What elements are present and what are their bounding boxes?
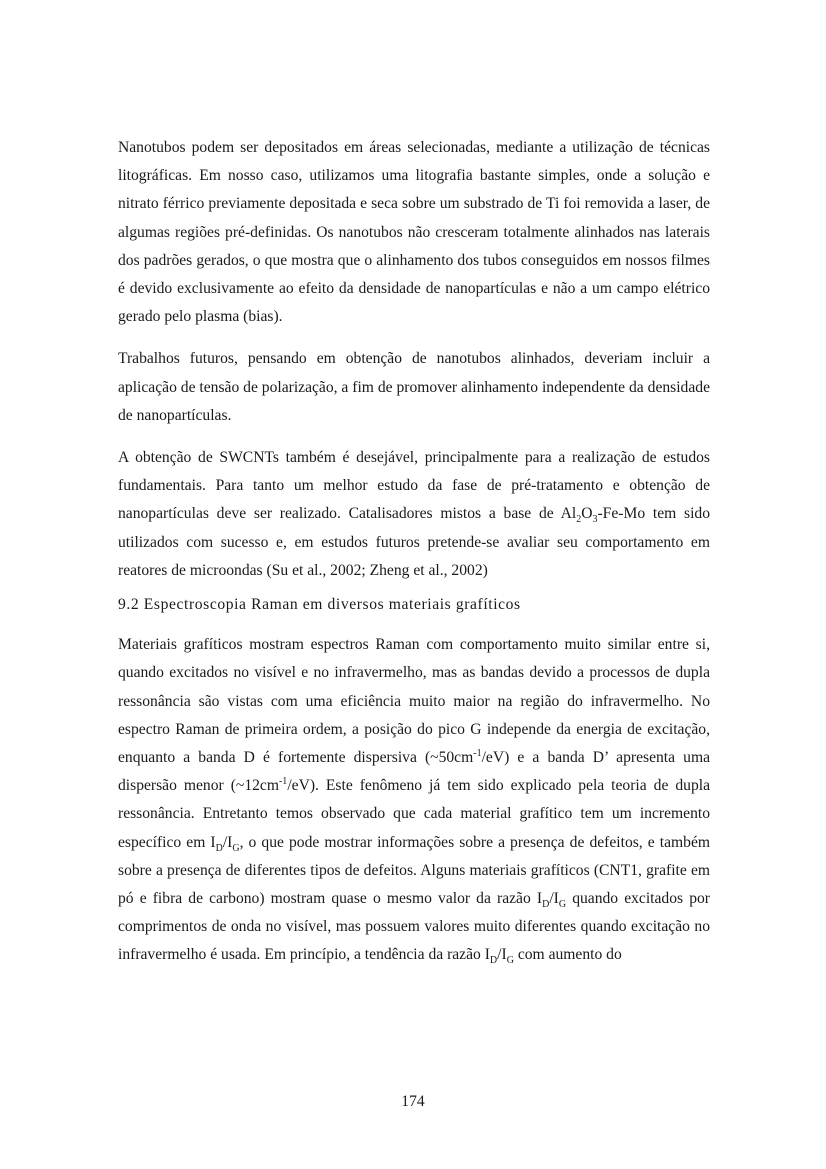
- page-content: [118, 134, 710, 970]
- text-span: /eV) e a banda D’ apresenta uma dispersão menor (~12cm: [118, 749, 710, 795]
- text-span: /I: [549, 890, 559, 908]
- subscript: 3: [592, 514, 598, 526]
- subscript: 2: [576, 514, 582, 526]
- subscript: D: [215, 842, 223, 854]
- subscript: G: [232, 842, 240, 854]
- superscript: -1: [473, 747, 482, 759]
- section-heading: 9.2 Espectroscopia Raman em diversos materiais grafíticos: [118, 596, 521, 614]
- text-span: A obtenção de SWCNTs também é desejável, principalmente para a realização de estudos fundamentais. Para tanto um melhor estudo da fase de pré-tratamento e obtenção de nanopartículas deve ser realizado. Catalisadores mistos a base de Al: [118, 449, 710, 523]
- text-span: com aumento do: [513, 946, 622, 964]
- subscript: G: [558, 899, 567, 911]
- text-span: /eV). Este fenômeno já tem sido explicado pela teoria de dupla ressonância. Entretanto temos observado que cada material grafítico tem um incremento específico em I: [118, 777, 710, 851]
- superscript: -1: [278, 776, 288, 788]
- paragraph-swcnt: [118, 444, 710, 585]
- text-span: O: [581, 505, 593, 523]
- text-span: , o que pode mostrar informações sobre a presença de defeitos, e também sobre a presença de diferentes tipos de defeitos. Alguns materiais grafíticos (CNT1, grafite em pó e fibra de carbono) mostram quase o mesmo valor da razão I: [118, 833, 710, 908]
- text-span: /I: [222, 833, 233, 851]
- subscript: G: [506, 955, 514, 967]
- page-number: 174: [401, 1093, 425, 1110]
- subscript: D: [542, 899, 550, 911]
- paragraph-raman: [118, 631, 710, 969]
- text-span: quando excitados por comprimentos de onda no visível, mas possuem valores muito diferentes quando excitação no infravermelho é usada. Em princípio, a tendência da razão I: [118, 890, 710, 964]
- paragraph-lithography: Nanotubos podem ser depositados em áreas selecionadas, mediante a utilização de técnicas litográficas. Em nosso caso, utilizamos uma litografia bastante simples, onde a solução e nitrato férrico previamente depositada e seca sobre um substrado de Ti foi removida a laser, de algumas regiões pré-definidas. Os nanotubos não cresceram totalmente alinhados nas laterais dos padrões gerados, o que mostra que o alinhamento dos tubos conseguidos em nossos filmes é devido exclusivamente ao efeito da densidade de nanopartículas e não a um campo elétrico gerado pelo plasma (bias).: [118, 139, 710, 326]
- subscript: D: [489, 955, 498, 967]
- text-span: Materiais grafíticos mostram espectros Raman com comportamento muito similar entre si, quando excitados no visível e no infravermelho, mas as bandas devido a processos de dupla ressonância são vistas com uma eficiência muito maior na região do infravermelho. No espectro Raman de primeira ordem, a posição do pico G independe da energia de excitação, enquanto a banda D é fortemente dispersiva (~50cm: [118, 636, 710, 767]
- paragraph-future-work: Trabalhos futuros, pensando em obtenção de nanotubos alinhados, deveriam incluir a aplicação de tensão de polarização, a fim de promover alinhamento independente da densidade de nanopartículas.: [118, 350, 710, 424]
- text-span: /I: [497, 946, 507, 964]
- text-span: -Fe-Mo tem sido utilizados com sucesso e, em estudos futuros pretende-se avaliar seu comportamento em reatores de microondas (Su et al., 2002; Zheng et al., 2002): [118, 505, 710, 579]
